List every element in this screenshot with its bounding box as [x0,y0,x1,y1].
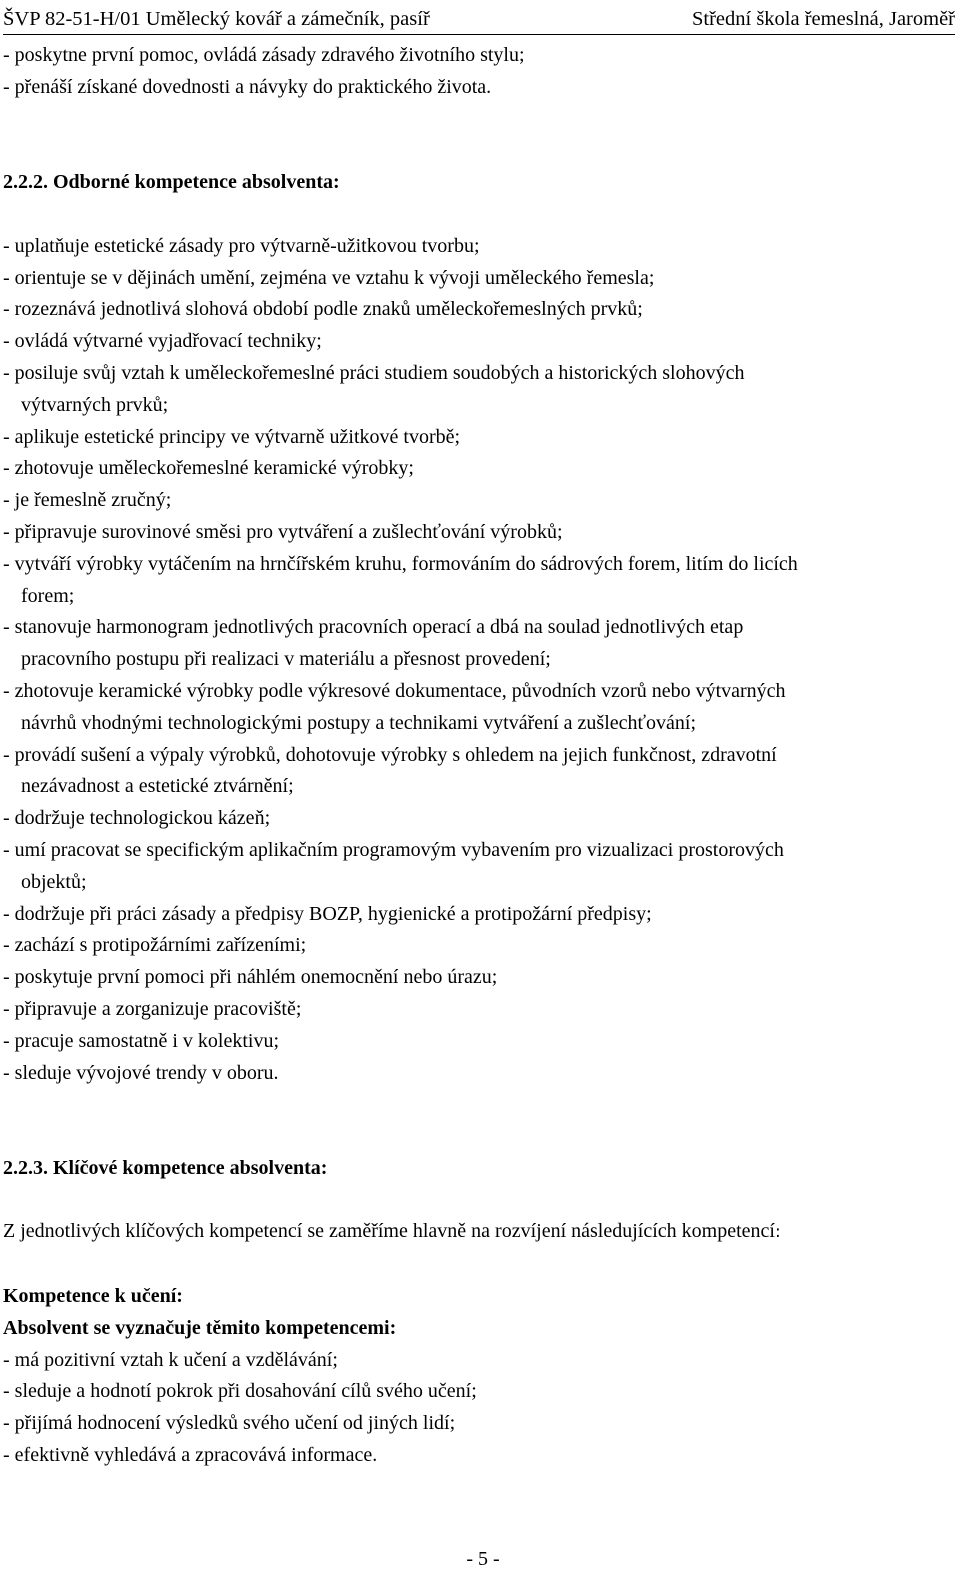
header-program-title: ŠVP 82-51-H/01 Umělecký kovář a zámečník, pasíř [3,8,430,30]
list-item [3,422,958,454]
list-item [3,994,958,1026]
list-item-line: - aplikuje estetické principy ve výtvarně užitkové tvorbě; [3,425,461,448]
list-item-continuation: forem; [21,584,75,607]
list-item [3,517,958,549]
header-school-name: Střední škola řemeslná, Jaroměř [691,8,955,30]
list-item-line: - uplatňuje estetické zásady pro výtvarně-užitkovou tvorbu; [3,234,480,257]
list-item [3,835,958,899]
list-item: - efektivně vyhledává a zpracovává informace. [3,1444,378,1467]
list-item-line: - zhotovuje keramické výrobky podle výkresové dokumentace, původních vzorů nebo výtvarných [3,679,786,702]
list-item-line: - poskytuje první pomoci při náhlém onemocnění nebo úrazu; [3,966,498,989]
list-item-line: - dodržuje při práci zásady a předpisy BOZP, hygienické a protipožární předpisy; [3,902,652,925]
list-item-line: - sleduje vývojové trendy v oboru. [3,1061,279,1084]
list-item-continuation: pracovního postupu při realizaci v materiálu a přesnost provedení; [21,648,551,671]
page-number: - 5 - [466,1548,500,1570]
list-item-line: - připravuje a zorganizuje pracoviště; [3,997,302,1020]
section-heading-klicove: 2.2.3. Klíčové kompetence absolventa: [3,1156,328,1179]
list-item-continuation: výtvarných prvků; [21,393,169,416]
list-item-line: - zachází s protipožárními zařízeními; [3,934,307,957]
list-item-line: - posiluje svůj vztah k uměleckořemeslné práci studiem soudobých a historických slohových [3,361,745,384]
list-item-line: - je řemeslně zručný; [3,489,172,512]
list-item-continuation: nezávadnost a estetické ztvárnění; [21,775,294,798]
section-intro-paragraph [3,1216,958,1249]
intro-colon: : [774,1222,781,1243]
list-item [3,962,958,994]
list-item [3,549,958,613]
list-item-line: - zhotovuje uměleckořemeslné keramické výrobky; [3,457,414,480]
intro-text: Z jednotlivých klíčových kompetencí se zaměříme hlavně na rozvíjení následujících kompetencí [3,1220,775,1243]
list-item [3,485,958,517]
list-item: - přenáší získané dovednosti a návyky do praktického života. [3,75,492,98]
list-item [3,1058,958,1090]
list-item-line: - provádí sušení a výpaly výrobků, dohotovuje výrobky s ohledem na jejich funkčnost, zdravotní [3,743,777,766]
list-item [3,453,958,485]
subheading-kompetence-k-uceni: Kompetence k učení: [3,1285,183,1308]
list-item [3,294,958,326]
list-item-line: - umí pracovat se specifickým aplikačním programovým vybavením pro vizualizaci prostorových [3,838,784,861]
list-item [3,899,958,931]
list-item-line: - vytváří výrobky vytáčením na hrnčířském kruhu, formováním do sádrových forem, litím do licích [3,552,798,575]
list-item: - poskytne první pomoc, ovládá zásady zdravého životního stylu; [3,44,525,66]
list-item-line: - připravuje surovinové směsi pro vytváření a zušlechťování výrobků; [3,520,563,543]
page-header [3,4,955,35]
list-item [3,231,958,263]
list-item [3,1026,958,1058]
list-item [3,930,958,962]
list-item-continuation: objektů; [21,870,87,893]
list-item [3,358,958,422]
list-item [3,326,958,358]
intro-list [3,40,958,104]
odborne-kompetence-list [3,231,958,1090]
list-item-line: - pracuje samostatně i v kolektivu; [3,1029,280,1052]
list-item-line: - ovládá výtvarné vyjadřovací techniky; [3,330,322,353]
list-item: - sleduje a hodnotí pokrok při dosahování cílů svého učení; [3,1380,477,1403]
list-item [3,740,958,804]
list-item: - má pozitivní vztah k učení a vzdělávání; [3,1348,338,1371]
list-item [3,263,958,295]
list-item-line: - dodržuje technologickou kázeň; [3,807,271,830]
list-item [3,676,958,740]
list-item-line: - rozeznává jednotlivá slohová období podle znaků uměleckořemeslných prvků; [3,298,643,321]
list-item-continuation: návrhů vhodnými technologickými postupy a technikami vytváření a zušlechťování; [21,711,697,734]
document-body [3,40,958,1472]
list-item-line: - stanovuje harmonogram jednotlivých pracovních operací a dbá na soulad jednotlivých etap [3,616,744,639]
lead-text: Absolvent se vyznačuje těmito kompetencemi: [3,1316,397,1339]
kompetence-k-uceni-list [3,1345,958,1472]
list-item: - přijímá hodnocení výsledků svého učení od jiných lidí; [3,1412,456,1435]
list-item [3,612,958,676]
list-item [3,803,958,835]
section-heading-odborne: 2.2.2. Odborné kompetence absolventa: [3,171,340,194]
list-item-line: - orientuje se v dějinách umění, zejména ve vztahu k vývoji uměleckého řemesla; [3,266,655,289]
